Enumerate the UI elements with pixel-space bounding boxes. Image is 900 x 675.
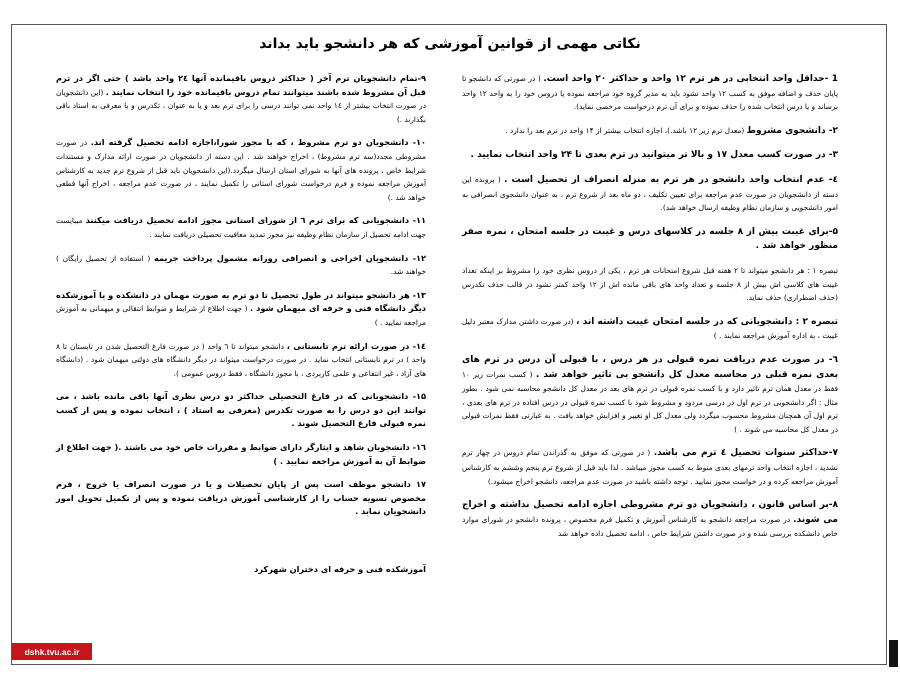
rule-item	[56, 390, 426, 431]
rule-item	[56, 340, 426, 381]
rule-item	[56, 289, 426, 330]
scrollbar-thumb[interactable]	[889, 640, 898, 667]
rule-heading: ۱٦- دانشجویان شاهد و ایثارگر دارای ضوابط و مقررات خاص خود می باشند .( جهت اطلاع از ضوابط آن به آموزش مراجعه نمایید . )	[56, 442, 426, 466]
rule-body: ( استفاده از تحصیل رایگان ) خواهند شد.	[56, 253, 426, 277]
rule-body: در صورت مشروطی مجدد(سه ترم مشروط) ، اخراج خواهند شد . این دسته از دانشجویان در صورت ارائه مدارک و مستندات شرایط خاص ، پرونده های آنها به شورای استان ارسال میگردد.(این دانشجویان باید قبل از شروع ترم جدید به کارشناس آموزش مراجعه نموده و فرم درخواست شورای استانی را تکمیل نمایند ، در صورت عدم مراجعه ، اخراج آنها قطعی خواهد شد .)	[56, 138, 426, 202]
rule-body: ( پرونده این دسته از دانشجویان در صورت عدم مراجعه برای تعیین تکلیف ، دو ماه بعد از شروع ترم ، به عنوان دانشجوی انصرافی به امور دانشجویی و سازمان نظام وظیفه ارسال خواهد شد).	[462, 174, 838, 213]
rule-item	[462, 498, 838, 541]
rule-body: (معدل ترم زیر ۱۲ باشد.)، اجازه انتخاب بیشتر از ۱۴ واحد در ترم بعد را ندارد .	[505, 125, 745, 135]
rule-item	[56, 214, 426, 241]
rule-item	[56, 441, 426, 468]
rule-heading: 1 -حداقل واحد انتخابی در هر ترم ۱۲ واحد و حداکثر ۲۰ واحد است.	[543, 74, 839, 84]
rule-body: در صورت مراجعه دانشجو به کارشناس آموزش و تکمیل فرم مخصوص ، پرونده دانشجو در شورای موارد خاص دانشکده بررسی شده و در صورت داشتن شرایط خاص ، ادامه تحصیل داده خواهد شد	[462, 514, 838, 539]
rule-heading: ۹-تمام دانشجویان ترم آخر ( حداکثر دروس باقیمانده آنها ۲٤ واحد باشد ) حتی اگر در ترم قبل آن مشروط شده باشند میتوانند تمام دروس باقیمانده خود را انتخاب نمایند .	[56, 73, 426, 97]
rule-heading: ۵-برای غیبت بیش از ۸ جلسه در کلاسهای درس و غیبت در جلسه امتحان ، نمره صفر منظور خواهد شد .	[462, 226, 838, 252]
rule-heading: ۱۷ دانشجو موظف است پس از پایان تحصیلات و یا در صورت انصراف یا خروج ، فرم مخصوص تسویه حساب را از کارشناسی آموزش دریافت نموده و پس از تکمیل تحویل امور دانشجویان نماید .	[56, 479, 426, 517]
rule-body: ( جهت اطلاع از شرایط و ضوابط انتقالی و میهمانی به آموزش مراجعه نمایید . )	[56, 304, 426, 327]
rule-heading: ۱۳- هر دانشجو میتواند در طول تحصیل تا دو ترم به صورت مهمان در دانشکده و یا آموزشکده دیگر دانشگاه فنی و حرفه ای میهمان شود .	[56, 289, 426, 314]
rule-item	[56, 72, 426, 126]
rule-item	[462, 72, 838, 114]
rule-heading: ۷-حداکثر سنوات تحصیل ٤ ترم می باشد.	[653, 448, 838, 459]
rule-item	[56, 478, 426, 519]
rule-body: تبصره ۱ : هر دانشجو میتواند تا ۲ هفته قبل شروع امتحانات هر ترم ، یکی از دروس نظری خود را مشروط بر اینکه تعداد غیبت های کلاسی اش بیش از ۸ جلسه و تعداد واحد های باقی مانده اش از ۱۲ واحد کمتر نشود در قالب حذف تکدرس (حذف اضطراری) حذف نماید.	[462, 265, 839, 303]
rule-heading: ۱۲- دانشجویان اخراجی و انصرافی روزانه مشمول پرداخت جریمه	[153, 252, 426, 263]
rule-body: دانشجو میتواند تا ٦ واحد ( در صورت فارغ التحصیل شدن در تابستان تا ۸ واحد ) در ترم تابستانی انتخاب نماید . در صورت درخواست میتواند در دیگر دانشگاه های دولتی میهمان شود . (دانشگاه های آزاد ، غیر انتفاعی و علمی کاربردی ، با مجوز دانشگاه ، فقط دروس عمومی ).	[56, 341, 426, 378]
site-logo[interactable]: dshk.tvu.ac.ir	[12, 643, 92, 660]
left-column	[56, 72, 426, 577]
rule-body: (این دانشجویان در صورت انتخاب بیشتر از ۱٤ واحد نمی توانند درسی را برای ترم بعد و یا به عنوان ، تکدرس و یا معرفی به استاد باقی بگذارند .)	[56, 87, 426, 124]
rule-heading: ۳- در صورت کسب معدل ۱۷ و بالا تر میتوانید در ترم بعدی تا ۲۴ واحد انتخاب نمایید .	[470, 150, 838, 161]
rule-heading: ۸-بر اساس قانون ، دانشجویان دو ترم مشروطی اجازه ادامه تحصیل نداشته و اخراج می شوند.	[462, 500, 838, 525]
rule-item	[462, 315, 838, 343]
rule-body: ( در صورتی که موفق به گذراندن تمام دروس در چهار ترم نشدید ، اجازه انتخاب واحد ترمهای بعدی منوط به کسب مجوز میباشد . لذا باید قبل از شروع ترم پنجم وششم به کارشناس آموزش مراجعه کرده و در خواست مجوز نمایید . توجه داشته باشید در صورت عدم مراجعه، دانشجو اخراج میشود.)	[462, 448, 838, 486]
rule-heading: تبصره ۲ : دانشجویانی که در جلسه امتحان غیبت داشته اند ،	[575, 316, 839, 327]
rule-heading: ۱۰- دانشجویان دو ترم مشروط ، که با مجوز شورا،اجازه ادامه تحصیل گرفته اند.	[90, 137, 426, 148]
rule-body: ( کسب نمرات زیر ۱۰ فقط در معدل همان ترم تاثیر دارد و با کسب نمره قبولی در ترم های بعد در معدل کل دانشجو محاسبه نمی شود . بطور مثال : اگر دانشجویی در ترم اول در درسی مردود و مشروط شود با کسب نمره قبولی در درس افتاده در ترم های بعدی ، ترم اول آن همچنان مشروط محسوب میگردد ولی معدل کل او تغییر و افزایش خواهد یافت . به عبارتی فقط نمرات قبولی در معدل کل محاسبه می شوند . )	[462, 369, 838, 434]
rule-item	[56, 136, 426, 204]
rule-item	[462, 264, 838, 305]
rule-body: (در صورت داشتن مدارک معتبر دلیل غیبت ، به اداره آموزش مراجعه نمایند . )	[462, 316, 838, 341]
rule-item	[56, 252, 426, 279]
signature: آموزشکده فنی و حرفه ای دختران شهرکرد	[254, 564, 426, 575]
rule-item	[462, 173, 838, 215]
rule-heading: ۱۱- دانشجویانی که برای ترم ٦ از شورای استانی مجوز ادامه تحصیل دریافت میکنند	[85, 215, 427, 226]
rule-heading: ۱٤- در صورت ارائه ترم تابستانی ،	[286, 340, 426, 351]
rule-heading: ٤- عدم انتخاب واحد دانشجو در هر ترم به منزله انصراف از تحصیل است .	[504, 174, 838, 185]
rule-heading: ۱۵- دانشجویانی که در فارغ التحصیلی حداکثر دو درس نظری آنها باقی مانده باشد ، می توانند این دو درس را به صورت تکدرس (معرفی به استاد ) ، انتخاب نموده و پس از کسب نمره قبولی فارغ التحصیل شوند .	[56, 391, 426, 429]
rule-item	[462, 353, 838, 437]
right-column	[462, 72, 838, 551]
rule-item	[462, 446, 838, 488]
rule-heading: ۲- دانشجوی مشروط	[746, 125, 838, 136]
page-title: نکاتی مهمی از قوانین آموزشی که هر دانشجو باید بداند	[259, 36, 641, 52]
rule-item	[462, 148, 838, 163]
rule-body: میبایست جهت ادامه تحصیل از سازمان نظام وظیفه نیز مجوز تمدید معافیت تحصیلی دریافت نمایند .	[56, 216, 426, 239]
rule-item	[462, 124, 838, 139]
rule-item	[462, 225, 838, 254]
rule-heading: ٦- در صورت عدم دریافت نمره قبولی در هر درس ، با قبولی آن درس در ترم های بعدی نمره قبلی در محاسبه معدل کل دانشجو بی تاثیر خواهد شد .	[462, 354, 838, 380]
rule-body: ( در صورتی که دانشجو تا پایان حذف و اضافه موفق به کسب ۱۲ واحد نشود باید به مدیر گروه خود مراجعه نموده یا دروس خود را به واحد ۱۲ واحد برساند و یا درس انتخاب شده را حذف نموده و برای آن ترم درخواست مرخصی نماید).	[462, 74, 838, 112]
